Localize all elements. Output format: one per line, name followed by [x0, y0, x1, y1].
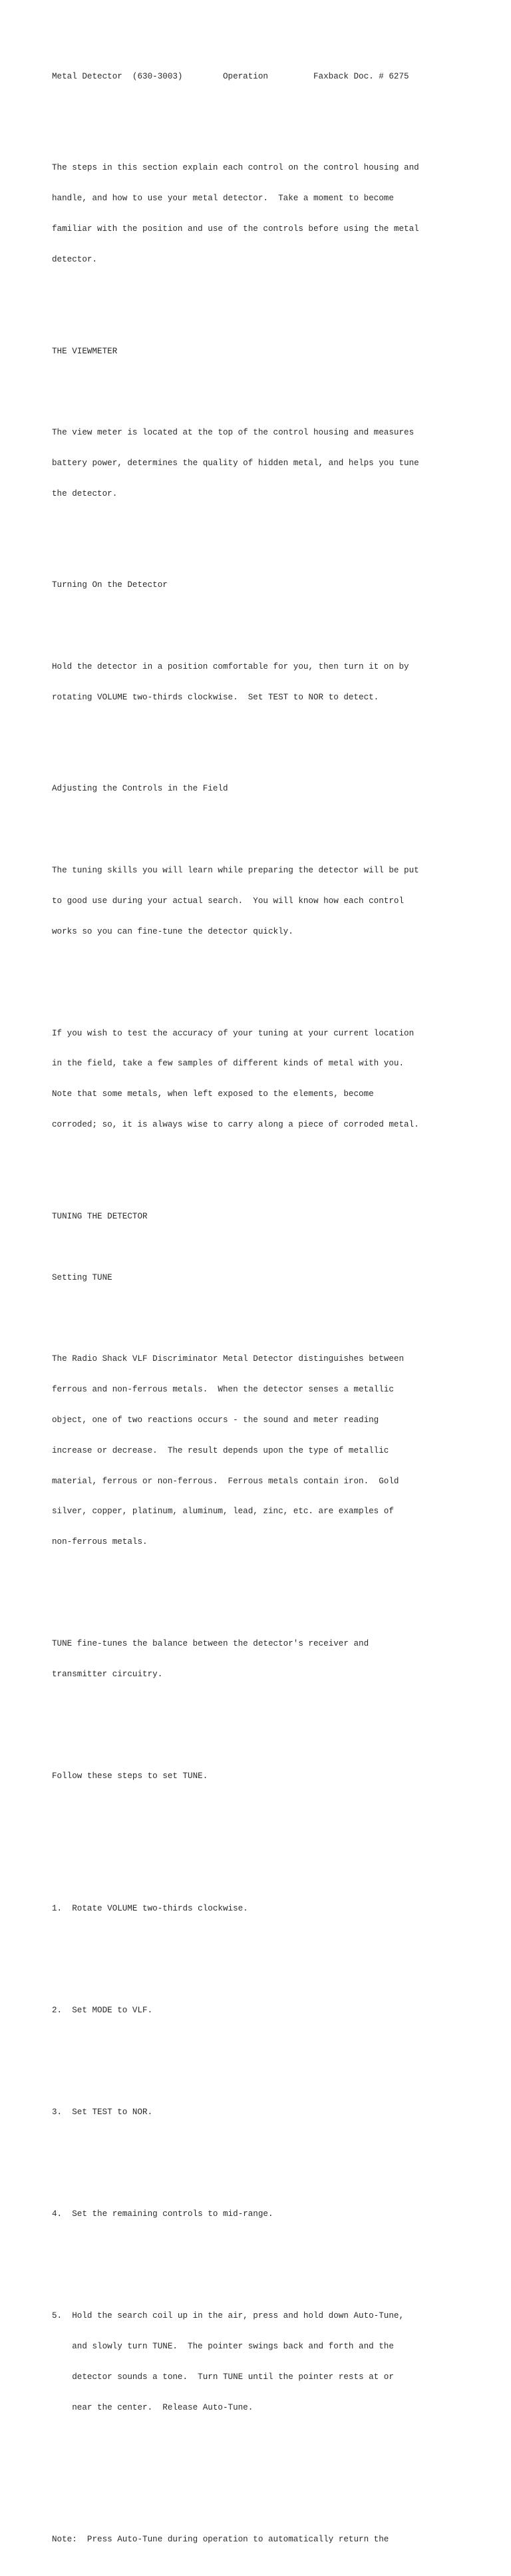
- intro-paragraph: [52, 143, 498, 285]
- subheading-adjusting: Adjusting the Controls in the Field: [52, 784, 228, 794]
- text-line: battery power, determines the quality of hidden metal, and helps you tune: [52, 458, 419, 468]
- text-line: detector.: [52, 254, 98, 264]
- text-line: 1. Rotate VOLUME two-thirds clockwise.: [52, 1904, 248, 1914]
- text-line: The steps in this section explain each control on the control housing and: [52, 163, 419, 173]
- text-line: The view meter is located at the top of the control housing and measures: [52, 427, 415, 437]
- text-line: rotating VOLUME two-thirds clockwise. Set TEST to NOR to detect.: [52, 692, 379, 702]
- subheading-turning-on: Turning On the Detector: [52, 580, 168, 590]
- steps-list: [52, 1863, 498, 2454]
- text-line: and slowly turn TUNE. The pointer swings back and forth and the: [52, 2341, 394, 2351]
- text-line: increase or decrease. The result depends upon the type of metallic: [52, 1445, 389, 1455]
- text-line: 4. Set the remaining controls to mid-range.: [52, 2209, 273, 2219]
- text-line: If you wish to test the accuracy of your tuning at your current location: [52, 1028, 415, 1038]
- text-line: The tuning skills you will learn while preparing the detector will be put: [52, 865, 419, 875]
- note-paragraph: [52, 2515, 498, 2565]
- list-item: [52, 2087, 498, 2137]
- text-line: corroded; so, it is always wise to carry along a piece of corroded metal.: [52, 1120, 419, 1130]
- text-line: detector sounds a tone. Turn TUNE until the pointer rests at or: [52, 2372, 394, 2382]
- text-line: to good use during your actual search. You will know how each control: [52, 896, 405, 906]
- list-item: [52, 2291, 498, 2433]
- text-line: material, ferrous or non-ferrous. Ferrous metals contain iron. Gold: [52, 1476, 399, 1486]
- text-line: non-ferrous metals.: [52, 1537, 148, 1547]
- text-line: 3. Set TEST to NOR.: [52, 2107, 153, 2117]
- viewmeter-paragraph: [52, 407, 498, 519]
- text-line: silver, copper, platinum, aluminum, lead, zinc, etc. are examples of: [52, 1507, 394, 1517]
- adjusting-paragraph-1: [52, 845, 498, 957]
- text-line: ferrous and non-ferrous metals. When the detector senses a metallic: [52, 1384, 394, 1394]
- turning-on-paragraph: [52, 642, 498, 723]
- text-line: 2. Set MODE to VLF.: [52, 2006, 153, 2015]
- text-line: near the center. Release Auto-Tune.: [52, 2402, 254, 2412]
- text-line: Follow these steps to set TUNE.: [52, 1771, 208, 1781]
- section-heading-tuning: TUNING THE DETECTOR: [52, 1211, 148, 1221]
- text-line: 5. Hold the search coil up in the air, press and hold down Auto-Tune,: [52, 2310, 405, 2320]
- document-page: [52, 51, 498, 2576]
- list-item: [52, 2189, 498, 2239]
- tuning-paragraph-3: [52, 1751, 498, 1802]
- document-header: Metal Detector (630-3003) Operation Faxback Doc. # 6275: [52, 71, 409, 81]
- text-line: familiar with the position and use of the controls before using the metal: [52, 224, 419, 234]
- text-line: the detector.: [52, 488, 118, 498]
- tuning-paragraph-1: [52, 1334, 498, 1568]
- text-line: handle, and how to use your metal detector. Take a moment to become: [52, 194, 394, 204]
- text-line: Note: Press Auto-Tune during operation to automatically return the: [52, 2535, 389, 2545]
- text-line: works so you can fine-tune the detector quickly.: [52, 926, 293, 936]
- text-line: object, one of two reactions occurs - the sound and meter reading: [52, 1415, 379, 1425]
- section-heading-viewmeter: THE VIEWMETER: [52, 346, 118, 356]
- subheading-setting-tune: Setting TUNE: [52, 1272, 112, 1282]
- list-item: [52, 1883, 498, 1934]
- text-line: in the field, take a few samples of different kinds of metal with you.: [52, 1059, 405, 1069]
- list-item: [52, 1985, 498, 2036]
- text-line: Hold the detector in a position comfortable for you, then turn it on by: [52, 661, 409, 671]
- adjusting-paragraph-2: [52, 1008, 498, 1151]
- text-line: Note that some metals, when left exposed to the elements, become: [52, 1089, 374, 1099]
- tuning-paragraph-2: [52, 1619, 498, 1700]
- text-line: TUNE fine-tunes the balance between the detector's receiver and: [52, 1639, 369, 1649]
- text-line: The Radio Shack VLF Discriminator Metal Detector distinguishes between: [52, 1354, 405, 1364]
- text-line: transmitter circuitry.: [52, 1670, 163, 1680]
